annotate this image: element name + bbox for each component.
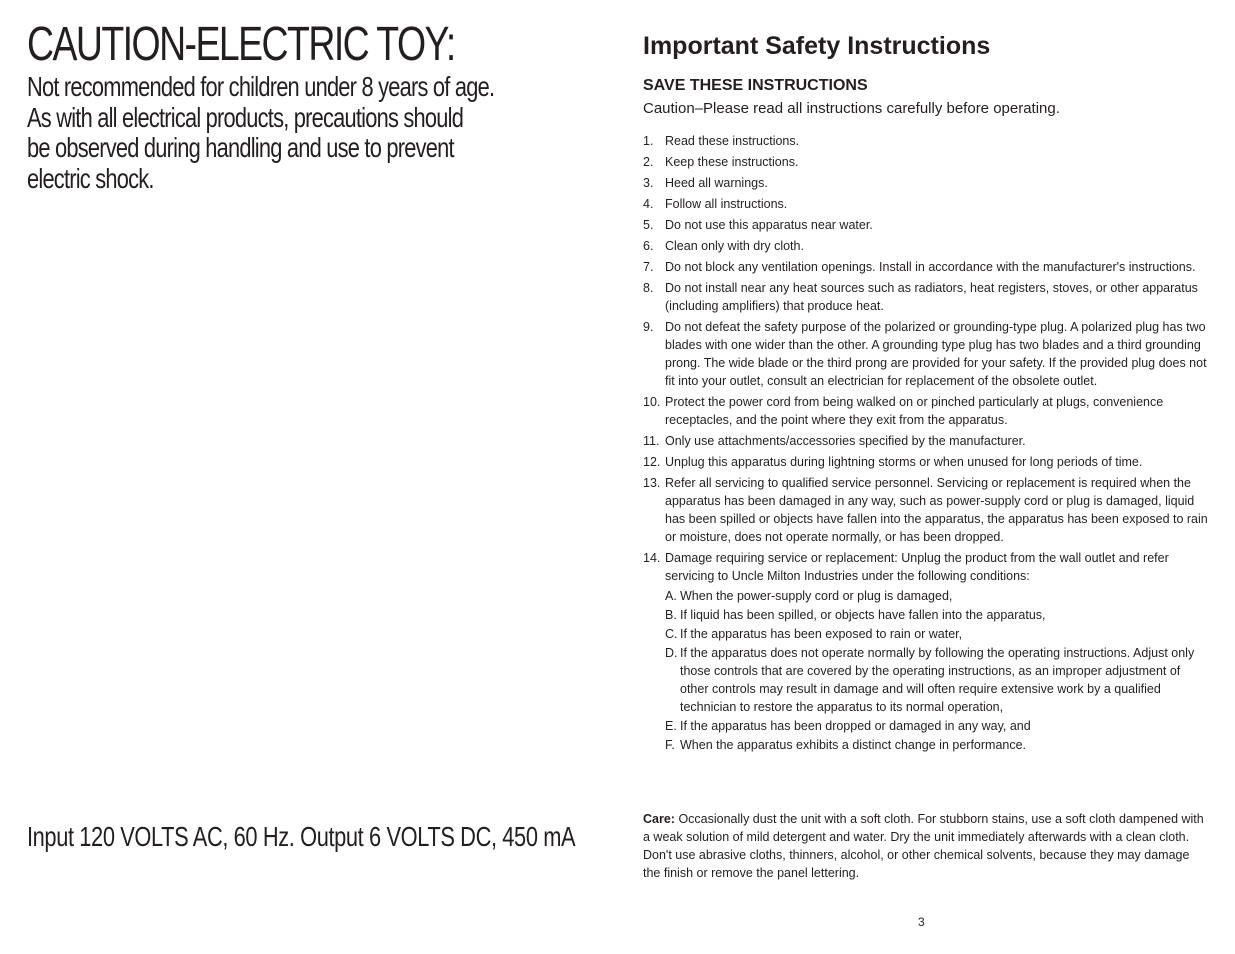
list-item [643,258,1208,276]
safety-instructions-list [643,132,1208,757]
service-conditions-list [665,587,1208,754]
list-item [643,153,1208,171]
list-item [643,132,1208,150]
item-number: 3. [643,176,654,190]
care-text: Occasionally dust the unit with a soft cloth. For stubborn stains, use a soft cloth dampened with a weak solution of mild detergent and water. Dry the unit immediately afterwards with a clean cloth. Don't use abrasive cloths, thinners, alcohol, or other chemical solvents, because they may damage the finish or remove the panel lettering. [643,812,1204,880]
item-number: 7. [643,260,654,274]
list-item [643,474,1208,546]
condition-text: If liquid has been spilled, or objects have fallen into the apparatus, [680,608,1046,622]
list-item [643,174,1208,192]
caution-line: Not recommended for children under 8 years of age. [27,71,495,102]
left-page [27,0,587,954]
item-number: 2. [643,155,654,169]
condition-text: If the apparatus has been dropped or damaged in any way, and [680,719,1031,733]
item-text: Do not install near any heat sources such as radiators, heat registers, stoves, or other apparatus (including amplifiers) that produce heat. [665,281,1198,313]
caution-line: electric shock. [27,162,154,194]
item-number: 5. [643,218,654,232]
item-text: Do not block any ventilation openings. Install in accordance with the manufacturer's instructions. [665,260,1196,274]
care-label: Care: [643,812,675,826]
item-text: Follow all instructions. [665,197,788,211]
item-number: 12. [643,455,661,469]
condition-item [665,644,1208,716]
item-text: Heed all warnings. [665,176,768,190]
condition-letter: E. [665,719,677,733]
caution-line: be observed during handling and use to prevent [27,132,454,163]
item-number: 13. [643,476,661,490]
list-item [643,393,1208,429]
condition-text: If the apparatus does not operate normally by following the operating instructions. Adjust only those controls that are covered by the operating instructions, as an improper adjustment of other controls may result in damage and will often require extensive work by a qualified technician to restore the apparatus to its normal operation, [680,646,1195,714]
item-text: Unplug this apparatus during lightning storms or when unused for long periods of time. [665,455,1143,469]
condition-text: When the power-supply cord or plug is damaged, [680,589,953,603]
condition-text: If the apparatus has been exposed to rain or water, [680,627,963,641]
caution-title: CAUTION-ELECTRIC TOY: [27,18,455,71]
page-heading: Important Safety Instructions [643,32,991,60]
list-item [643,195,1208,213]
item-number: 6. [643,239,654,253]
condition-letter: F. [665,738,675,752]
list-item [643,216,1208,234]
item-text: Clean only with dry cloth. [665,239,804,253]
item-text: Only use attachments/accessories specified by the manufacturer. [665,434,1026,448]
caution-line: As with all electrical products, precautions should [27,101,464,133]
item-text: Do not use this apparatus near water. [665,218,873,232]
condition-item [665,587,1208,605]
condition-letter: C. [665,627,678,641]
item-number: 11. [643,434,660,448]
item-text: Do not defeat the safety purpose of the polarized or grounding-type plug. A polarized plug has two blades with one wider than the other. A grounding type plug has two blades and a third grounding prong. The wide blade or the third prong are provided for your safety. If the provided plug does not fit into your outlet, consult an electrician for replacement of the obsolete outlet. [665,320,1207,388]
list-item [643,237,1208,255]
care-paragraph [643,810,1208,882]
caution-warning [27,72,526,194]
condition-item [665,606,1208,624]
item-text: Refer all servicing to qualified service personnel. Servicing or replacement is required when the apparatus has been damaged in any way, such as power-supply cord or plug is damaged, liquid has been spilled or objects have fallen into the apparatus, the apparatus has been exposed to rain or moisture, does not operate normally, or has been dropped. [665,476,1208,544]
condition-item [665,625,1208,643]
item-text: Protect the power cord from being walked on or pinched particularly at plugs, convenience receptacles, and the point where they exit from the apparatus. [665,395,1164,427]
item-number: 10. [643,395,661,409]
page-number: 3 [918,915,925,929]
list-item [643,432,1208,450]
condition-item [665,717,1208,735]
condition-letter: D. [665,646,678,660]
condition-letter: A. [665,589,677,603]
item-number: 8. [643,281,654,295]
item-text: Damage requiring service or replacement: Unplug the product from the wall outlet and refer servicing to Uncle Milton Industries under the following conditions: [665,551,1169,583]
condition-text: When the apparatus exhibits a distinct change in performance. [680,738,1027,752]
item-number: 14. [643,551,661,565]
item-number: 4. [643,197,654,211]
condition-letter: B. [665,608,677,622]
list-item [643,318,1208,390]
item-text: Keep these instructions. [665,155,799,169]
save-instructions-label: SAVE THESE INSTRUCTIONS [643,77,868,94]
condition-item [665,736,1208,754]
item-number: 9. [643,320,654,334]
item-text: Read these instructions. [665,134,800,148]
caution-note: Caution–Please read all instructions carefully before operating. [643,100,1060,117]
item-number: 1. [643,134,654,148]
right-page [643,0,1208,954]
list-item [643,549,1208,754]
list-item [643,279,1208,315]
power-spec: Input 120 VOLTS AC, 60 Hz. Output 6 VOLTS DC, 450 mA [27,821,576,852]
list-item [643,453,1208,471]
